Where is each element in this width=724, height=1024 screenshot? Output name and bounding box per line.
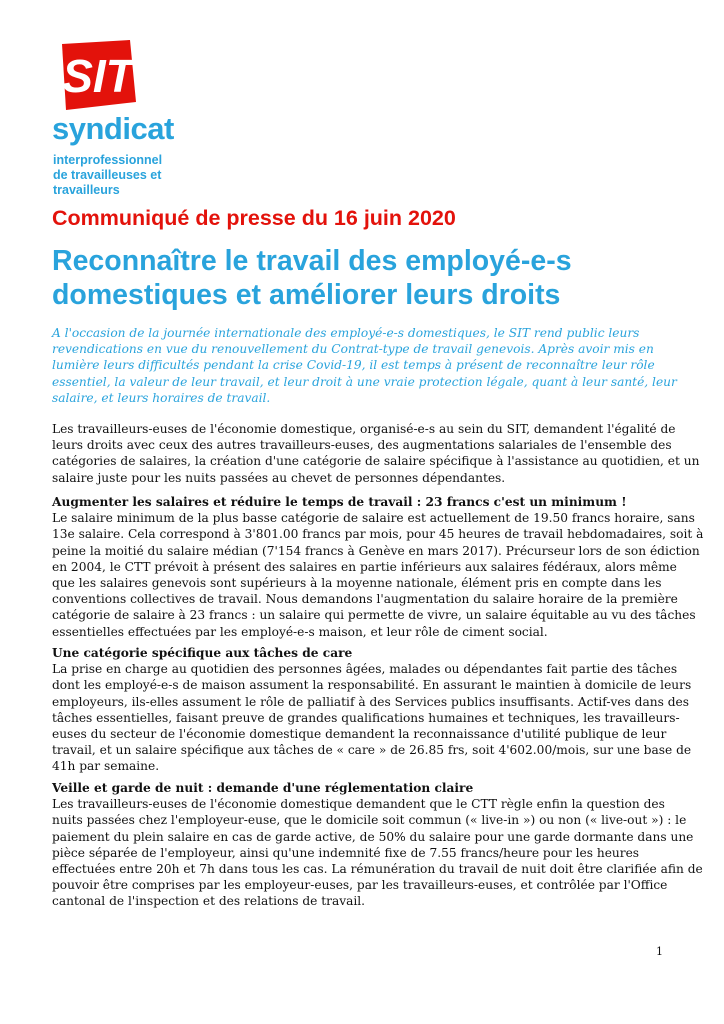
intro-line: Les travailleurs-euses de l'économie domestique, organisé-e-s au sein du SIT, demandent l'égalité de bbox=[52, 422, 676, 436]
section-line: La prise en charge au quotidien des personnes âgées, malades ou dépendantes fait partie des tâches bbox=[52, 662, 678, 677]
section-line: pouvoir être comprises par les employeur-euses, par les travailleurs-euses, et contrôlée par l'Office bbox=[52, 878, 668, 893]
section-line: essentielles effectuées par les employé-e-s maison, et leur rôle de ciment social. bbox=[52, 624, 548, 639]
section-line: nuits passées chez l'employeur-euse, que le domicile soit commun (« live-in ») ou non (« live-out ») : le bbox=[52, 813, 687, 828]
section-care bbox=[52, 645, 692, 775]
logo-brand: syndicat bbox=[52, 111, 174, 146]
section-line: peine la moitié du salaire médian (7'154 francs à Genève en mars 2017). Précurseur lors de son édiction bbox=[52, 543, 700, 558]
lead-line: revendications en vue du renouvellement du Contrat-type de travail genevois. Après avoir mis en bbox=[52, 342, 654, 357]
section-heading: Une catégorie spécifique aux tâches de care bbox=[52, 646, 353, 660]
lead-line: A l'occasion de la journée internationale des employé-e-s domestiques, le SIT rend public leurs bbox=[52, 326, 640, 340]
section-line: Les travailleurs-euses de l'économie domestique demandent que le CTT règle enfin la question des bbox=[52, 797, 665, 812]
lead-line: salaire, et leurs horaires de travail. bbox=[52, 390, 271, 405]
intro-line: salaire juste pour les nuits passées au chevet de personnes dépendantes. bbox=[52, 470, 506, 485]
section-line: cantonal de l'inspection et des relations de travail. bbox=[52, 894, 366, 909]
section-line: 13e salaire. Cela correspond à 3'801.00 francs par mois, pour 45 heures de travail hebdomadaires, soit à bbox=[52, 527, 704, 542]
section-salaries bbox=[52, 494, 704, 640]
lead-line: essentiel, la valeur de leur travail, et leur droit à une vraie protection légale, quant à leur santé, leur bbox=[52, 374, 677, 389]
lead-paragraph bbox=[52, 325, 677, 406]
section-line: tâches essentielles, faisant preuve de grandes qualifications humaines et techniques, les travailleurs- bbox=[52, 710, 680, 725]
page-number: 1 bbox=[656, 945, 663, 958]
intro-paragraph bbox=[52, 421, 700, 486]
section-line: conventions collectives de travail. Nous demandons l'augmentation du salaire horaire de la première bbox=[52, 592, 678, 607]
section-line: euses du secteur de l'économie domestique demandent la reconnaissance d'utilité publique de leur bbox=[52, 727, 667, 742]
section-line: catégorie de salaire à 23 francs : un salaire qui permette de vivre, un salaire équitable au vu des tâches bbox=[52, 608, 696, 623]
title-line: Reconnaître le travail des employé-e-s bbox=[52, 245, 572, 277]
section-line: Le salaire minimum de la plus basse catégorie de salaire est actuellement de 19.50 francs horaire, sans bbox=[52, 511, 695, 526]
section-line: paiement du plein salaire en cas de garde active, de 50% du salaire pour une garde dormante dans une bbox=[52, 829, 694, 844]
section-line: en 2004, le CTT prévoit à présent des salaires en partie inférieurs aux salaires fédéraux, alors même bbox=[52, 559, 677, 574]
sit-logo-mark bbox=[52, 40, 142, 112]
section-line: dont les employé-e-s de maison assument la responsabilité. En assurant le maintien à domicile de leurs bbox=[52, 678, 692, 693]
section-night-shift bbox=[52, 780, 703, 910]
section-line: travail, et un salaire spécifique aux tâches de « care » de 26.85 frs, soit 4'602.00/mois, sur une base de bbox=[52, 743, 692, 758]
section-line: pièce séparée de l'employeur, ainsi qu'une indemnité fixe de 7.55 francs/heure pour les heures bbox=[52, 845, 640, 860]
lead-line: lumière leurs difficultés pendant la crise Covid-19, il est temps à présent de reconnaître leur rôle bbox=[52, 358, 655, 373]
logo-tagline bbox=[53, 153, 203, 198]
section-line: 41h par semaine. bbox=[52, 759, 160, 774]
section-line: employeurs, ils-elles assument le rôle de palliatif à des Services publics insuffisants. Actif-ves dans des bbox=[52, 694, 689, 709]
page-title bbox=[52, 244, 572, 312]
logo-tagline-line: travailleurs bbox=[53, 183, 120, 197]
logo-tagline-line: interprofessionnel bbox=[53, 153, 163, 167]
logo-tagline-line: de travailleuses et bbox=[53, 168, 162, 182]
intro-line: catégories de salaires, la création d'une catégorie de salaire spécifique à l'assistance au quotidien, et un bbox=[52, 454, 700, 469]
section-line: effectuées entre 20h et 7h dans tous les cas. La rémunération du travail de nuit doit être clarifiée afin de bbox=[52, 862, 703, 877]
title-line: domestiques et améliorer leurs droits bbox=[52, 279, 561, 311]
section-heading: Augmenter les salaires et réduire le temps de travail : 23 francs c'est un minimum ! bbox=[52, 495, 627, 509]
sit-logo-text: SIT bbox=[62, 50, 134, 102]
section-line: que les salaires genevois sont supérieurs à la moyenne nationale, élément pris en compte dans les bbox=[52, 576, 662, 591]
section-heading: Veille et garde de nuit : demande d'une réglementation claire bbox=[52, 781, 474, 795]
intro-line: leurs droits avec ceux des autres travailleurs-euses, des augmentations salariales de l'ensemble des bbox=[52, 438, 672, 453]
press-release-heading: Communiqué de presse du 16 juin 2020 bbox=[52, 206, 456, 230]
sit-logo bbox=[52, 40, 192, 197]
